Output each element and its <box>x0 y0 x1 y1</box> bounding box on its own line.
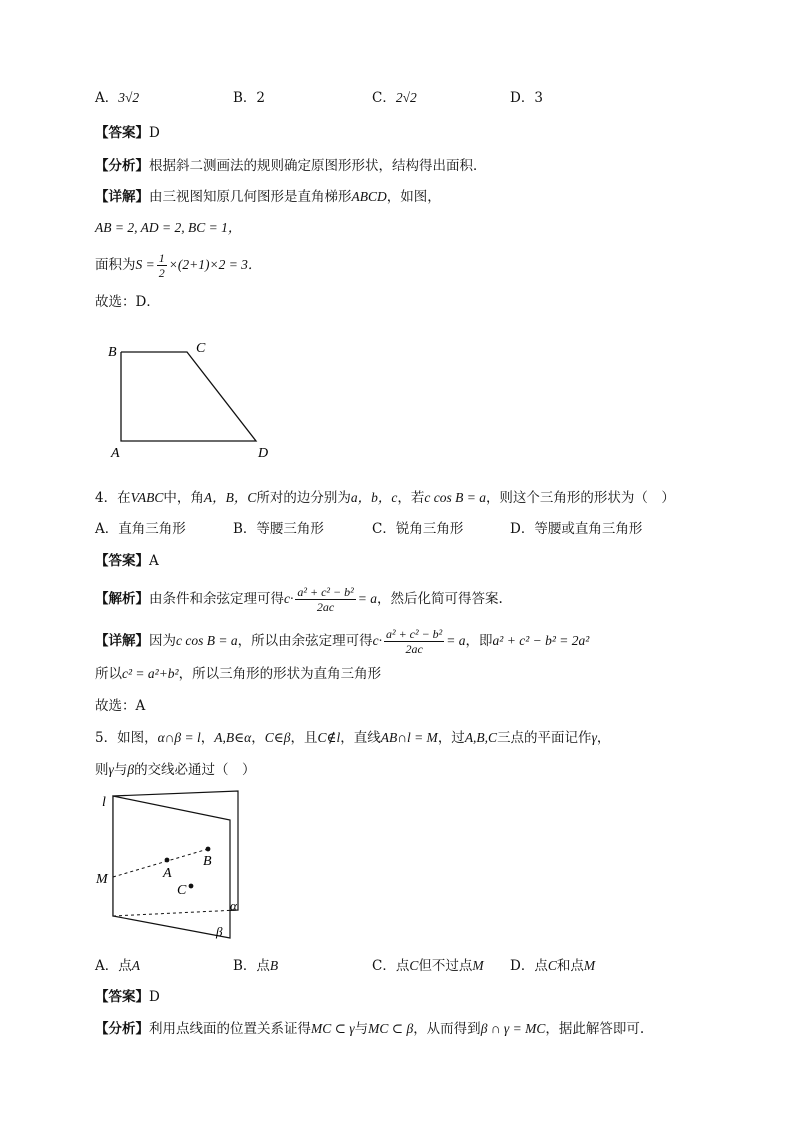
q5-analysis: 【分析】利用点线面的位置关系证得MC ⊂ γ与MC ⊂ β，从而得到β ∩ γ = MC，据此解答即可. <box>95 1021 645 1037</box>
q4-choice: 故选：A <box>95 698 146 714</box>
label-b: B <box>108 345 117 360</box>
label-l: l <box>102 795 106 810</box>
q4-stem: 4．在VABC中，角A，B，C所对的边分别为a，b，c，若c cos B = a，则这个三角形的形状为（ ） <box>95 490 675 506</box>
q3-option-d: D．3 <box>510 90 543 106</box>
trapezoid-outline <box>121 352 256 441</box>
label-b: B <box>203 854 212 869</box>
q5-stem: 5．如图，α∩β = l，A,B∈α，C∈β，且C∉l，直线AB∩l = M，过A,B,C三点的平面记作γ， <box>95 730 611 746</box>
q3-option-b: B．2 <box>233 90 266 106</box>
q5-option-b: B．点B <box>233 958 279 974</box>
label-c: C <box>196 341 206 356</box>
label-alpha: α <box>230 898 237 913</box>
q3-detail-values: AB = 2, AD = 2, BC = 1， <box>95 220 242 235</box>
q3-choice: 故选：D． <box>95 294 160 310</box>
label-m: M <box>96 872 108 887</box>
q3-trapezoid-figure <box>100 335 280 465</box>
q3-answer: 【答案】D <box>95 125 160 141</box>
q4-answer: 【答案】A <box>95 553 159 569</box>
q3-option-c: C．2√2 <box>372 90 417 106</box>
q4-option-b: B．等腰三角形 <box>233 521 324 537</box>
q5-answer: 【答案】D <box>95 989 160 1005</box>
q5-stem-2: 则γ与β的交线必通过（ ） <box>95 762 256 778</box>
point-a <box>165 858 170 863</box>
q3-detail: 【详解】由三视图知原几何图形是直角梯形ABCD，如图， <box>95 189 441 205</box>
q3-option-a: A．3√2 <box>95 90 140 106</box>
q5-planes-figure <box>92 788 252 946</box>
label-d: D <box>258 446 269 461</box>
q3-analysis: 【分析】根据斜二测画法的规则确定原图形形状，结构得出面积． <box>95 158 487 174</box>
q4-option-d: D．等腰或直角三角形 <box>510 521 643 537</box>
q4-analysis: 【解析】由条件和余弦定理可得c· $\frac{\text{a² + c² − b²}}{2ac}$ = a，然后化简可得答案. <box>95 585 503 614</box>
q4-option-a: A．直角三角形 <box>95 521 186 537</box>
label-a: A <box>111 446 120 461</box>
q3-area: 面积为S = $\frac{1}{2}$ ×(2+1)×2 = 3． <box>95 251 262 280</box>
q4-conclusion: 所以c² = a²+b²，所以三角形的形状为直角三角形 <box>95 666 382 682</box>
label-c: C <box>177 883 187 898</box>
q5-option-d: D．点C和点M <box>510 958 596 974</box>
point-c <box>189 884 194 889</box>
point-b <box>206 847 211 852</box>
q4-option-c: C．锐角三角形 <box>372 521 464 537</box>
q5-option-a: A．点A <box>95 958 140 974</box>
q5-option-c: C．点C但不过点M <box>372 958 484 974</box>
q4-detail: 【详解】因为c cos B = a，所以由余弦定理可得c· $\frac{\text{a² + c² − b²}}{2ac}$ = a，即a² + c² − b² = 2a² <box>95 627 590 656</box>
label-a: A <box>163 866 172 881</box>
label-beta: β <box>216 924 223 939</box>
